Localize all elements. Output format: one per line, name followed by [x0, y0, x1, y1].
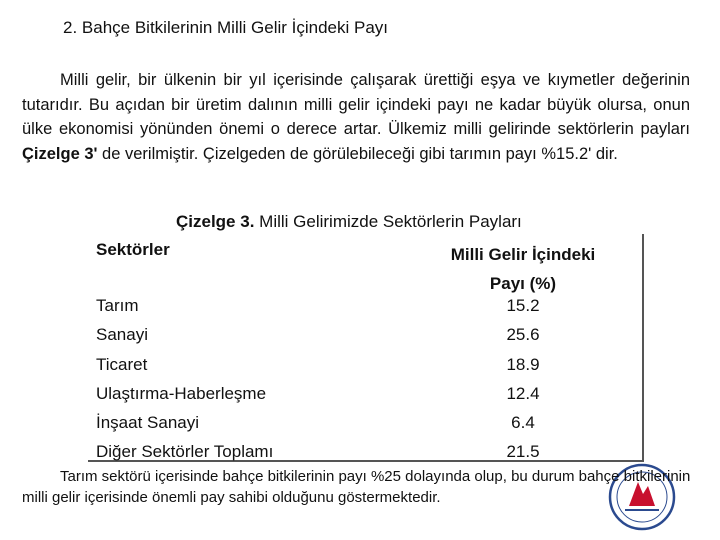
sector-share: 15.2	[506, 296, 540, 315]
table-caption-text: Milli Gelirimizde Sektörlerin Payları	[259, 212, 522, 231]
sector-name: Diğer Sektörler Toplamı	[96, 442, 274, 462]
header-share	[428, 240, 618, 298]
sector-share: 6.4	[511, 413, 535, 433]
sector-name: Tarım	[96, 296, 139, 315]
sector-share: 25.6	[506, 325, 540, 345]
footer-text: Tarım sektörü içerisinde bahçe bitkilerinin payı %25 dolayında olup, bu durum bahçe bitkilerinin milli gelir içerisinde önemli pay sahibi olduğunu göstermektedir.	[22, 468, 691, 506]
table-row	[88, 381, 642, 410]
header-sector: Sektörler	[96, 240, 170, 259]
table-row	[88, 322, 642, 351]
sector-share: 21.5	[506, 442, 540, 462]
sector-share: 18.9	[506, 354, 540, 374]
intro-paragraph	[22, 68, 690, 166]
table-caption	[176, 212, 522, 232]
footer-paragraph	[22, 466, 692, 508]
header-share-line2: Payı (%)	[489, 274, 557, 293]
table-body	[88, 293, 642, 469]
table-row	[88, 410, 642, 439]
sector-name: Sanayi	[96, 325, 148, 345]
sector-share: 12.4	[506, 383, 540, 403]
table-row	[88, 439, 642, 468]
header-share-line1: Milli Gelir İçindeki	[450, 245, 596, 264]
paragraph-text-before: Milli gelir, bir ülkenin bir yıl içerisinde çalışarak ürettiği eşya ve kıymetler değerinin tutarıdır. Bu açıdan bir üretim dalının milli gelir içindeki payı ne kadar büyük olursa, onun ülke ekonomisi yönünden önemi o derece artar. Ülkemiz milli gelirinde sektörlerin payları	[22, 71, 690, 138]
section-heading: 2. Bahçe Bitkilerinin Milli Gelir İçindeki Payı	[63, 18, 389, 37]
table-reference: Çizelge 3'	[22, 144, 98, 163]
table-row	[88, 293, 642, 322]
sector-share-table	[88, 234, 644, 462]
paragraph-text-after: de verilmiştir. Çizelgeden de görülebileceği gibi tarımın payı %15.2' dir.	[102, 144, 618, 163]
table-row	[88, 352, 642, 381]
table-caption-number: Çizelge 3.	[176, 212, 255, 231]
sector-name: İnşaat Sanayi	[96, 413, 200, 433]
sector-name: Ticaret	[96, 354, 148, 374]
sector-name: Ulaştırma-Haberleşme	[96, 383, 267, 403]
